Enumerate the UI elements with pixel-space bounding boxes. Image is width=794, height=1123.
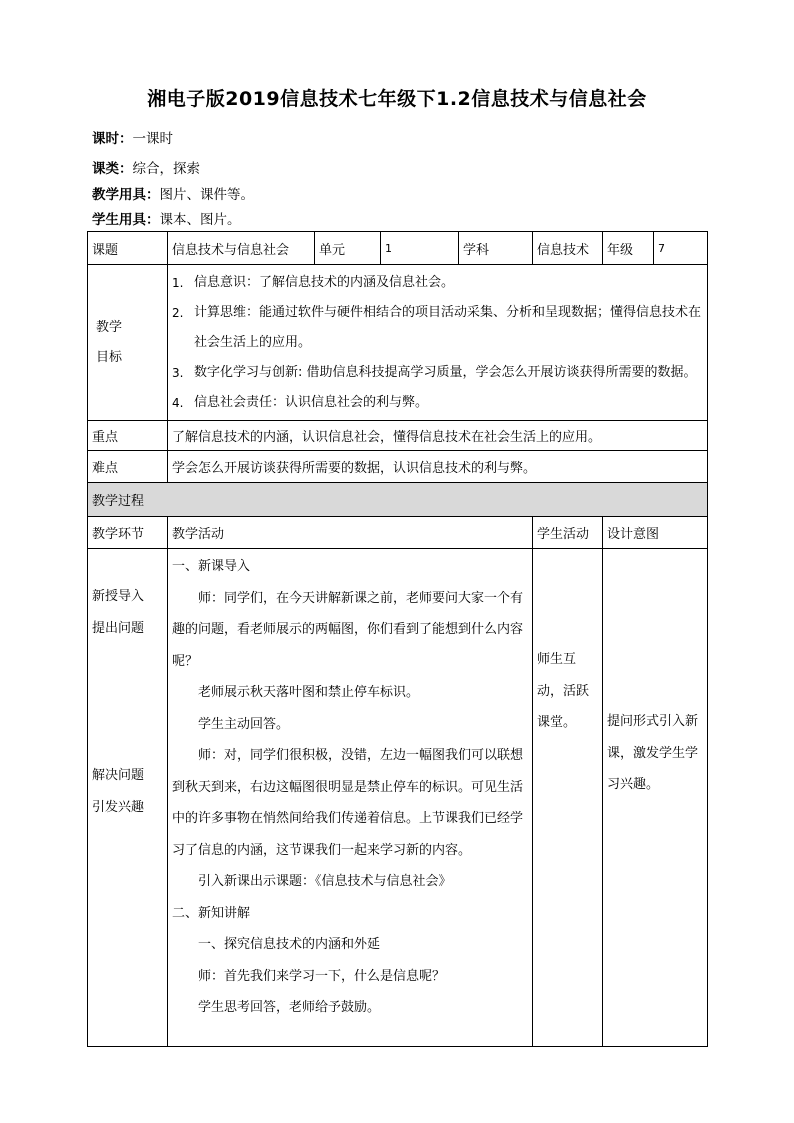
process-body-row: [88, 549, 708, 1047]
activity-line: 师：首先我们来学习一下，什么是信息呢？: [198, 968, 446, 984]
activity-line: 学生主动回答。: [198, 716, 290, 732]
process-section-row: [88, 483, 708, 517]
header-row: [88, 232, 708, 265]
objectives-label-line: 目标: [96, 349, 123, 365]
objective-item: [172, 388, 703, 418]
meta-label: 课时：: [92, 131, 133, 147]
design-intent-text: 提问形式引入新课，激发学生学习兴趣。: [607, 714, 699, 792]
objectives-label-line: 教学: [96, 319, 123, 335]
stage-text: 解决问题: [92, 768, 145, 783]
meta-value: 图片、课件等。: [159, 187, 254, 203]
lesson-plan-table: [87, 231, 708, 1047]
grade-label: 年级: [603, 232, 654, 265]
meta-class-hours: [92, 127, 173, 147]
objective-item: [172, 268, 703, 298]
activity-line: 一、新课导入: [172, 559, 251, 574]
key-point-label: 重点: [88, 421, 168, 451]
activity-header: 教学活动: [168, 517, 533, 549]
meta-value: 一课时: [132, 131, 173, 147]
difficulty-row: [88, 451, 708, 483]
activity-line: 引入新课出示课题：《信息技术与信息社会》: [198, 874, 452, 889]
objective-text: 计算思维：能通过软件与硬件相结合的项目活动采集、分析和呈现数据；懂得信息技术在社会生活上的应用。: [194, 304, 702, 350]
activity-line: 一、探究信息技术的内涵和外延: [198, 937, 381, 952]
meta-label: 教学用具：: [92, 187, 160, 203]
subject-label: 学科: [459, 232, 533, 265]
difficulty-text: 学会怎么开展访谈获得所需要的数据，认识信息技术的利与弊。: [168, 451, 708, 483]
objective-text: 信息社会责任：认识信息社会的利与弊。: [194, 394, 429, 410]
stage-text: 提出问题: [92, 620, 145, 636]
stage-cell: [88, 549, 168, 1047]
meta-student-tools: [92, 208, 241, 228]
student-header: 学生活动: [533, 517, 603, 549]
process-section-title: 教学过程: [88, 483, 708, 517]
meta-label: 课类：: [92, 161, 133, 177]
stage-text: 引发兴趣: [92, 799, 145, 815]
objective-item: [172, 298, 703, 358]
objectives-content: [168, 265, 708, 421]
key-point-row: [88, 421, 708, 451]
unit-label: 单元: [315, 232, 381, 265]
stage-text: 新授导入: [92, 589, 145, 604]
activity-line: 师：对，同学们很积极，没错，左边一幅图我们可以联想到秋天到来，右边这幅图很明显是禁止停车的标识。可见生活中的许多事物在悄然间给我们传递着信息。上节课我们已经学习了信息的内涵，这节课我们一起来学习新的内容。: [172, 748, 524, 858]
objective-text: 数字化学习与创新: 借助信息科技提高学习质量，学会怎么开展访谈获得所需要的数据。: [194, 364, 697, 380]
objective-number: 2.: [172, 305, 184, 320]
subject-value: 信息技术: [533, 232, 603, 265]
objectives-label: [88, 265, 168, 421]
activity-line: 老师展示秋天落叶图和禁止停车标识。: [198, 685, 420, 700]
activity-line: 学生思考回答，老师给予鼓励。: [198, 1000, 381, 1015]
activity-cell: [168, 549, 533, 1047]
objective-text: 信息意识：了解信息技术的内涵及信息社会。: [194, 274, 455, 290]
meta-value: 综合，探索: [132, 161, 200, 177]
objective-number: 4.: [172, 395, 184, 410]
objective-number: 3.: [172, 365, 184, 380]
activity-line: 师：同学们，在今天讲解新课之前，老师要问大家一个有趣的问题，看老师展示的两幅图，你们看到了能想到什么内容呢？: [172, 590, 524, 669]
meta-teaching-tools: [92, 183, 254, 203]
grade-value: 7: [654, 232, 708, 265]
activity-line: 二、新知讲解: [172, 905, 251, 921]
student-activity-cell: [533, 549, 603, 1047]
objectives-row: [88, 265, 708, 421]
design-intent-cell: [603, 549, 708, 1047]
objective-item: [172, 358, 703, 388]
key-point-text: 了解信息技术的内涵，认识信息社会，懂得信息技术在社会生活上的应用。: [168, 421, 708, 451]
process-header-row: [88, 517, 708, 549]
topic-value: 信息技术与信息社会: [168, 232, 315, 265]
objective-number: 1.: [172, 275, 184, 290]
objectives-list: [172, 268, 703, 418]
unit-value: 1: [381, 232, 459, 265]
meta-label: 学生用具：: [92, 212, 160, 228]
difficulty-label: 难点: [88, 451, 168, 483]
topic-label: 课题: [88, 232, 168, 265]
intent-header: 设计意图: [603, 517, 708, 549]
document-title: 湘电子版2019信息技术七年级下1.2信息技术与信息社会: [147, 88, 647, 110]
stage-header: 教学环节: [88, 517, 168, 549]
meta-class-type: [92, 157, 200, 177]
student-activity-text: 师生互动，活跃课堂。: [537, 652, 590, 730]
meta-value: 课本、图片。: [159, 212, 241, 228]
